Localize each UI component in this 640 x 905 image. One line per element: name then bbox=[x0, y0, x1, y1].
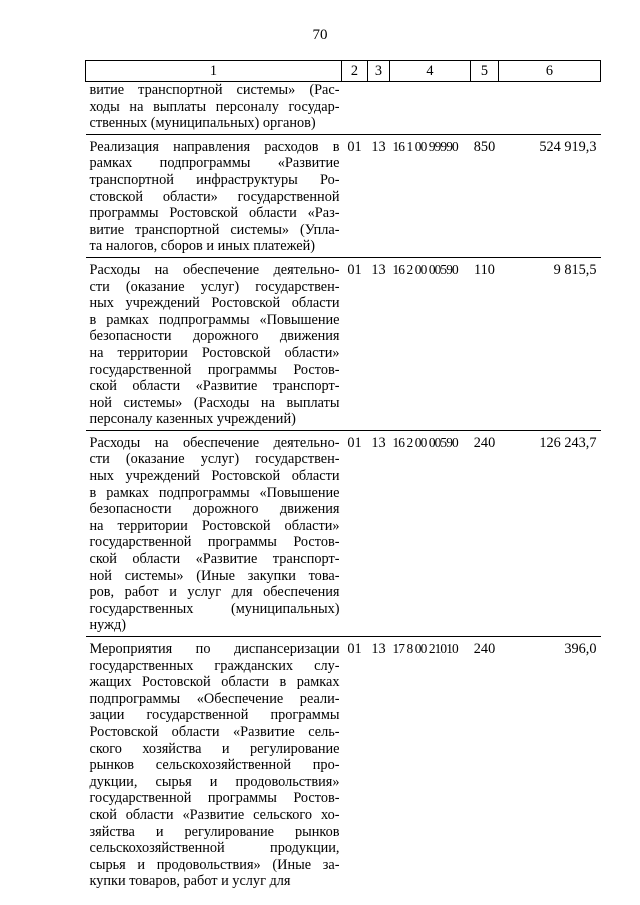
section-code: 01 bbox=[342, 134, 368, 257]
description-line: безопасности дорожного движения bbox=[89, 328, 340, 345]
page-number: 70 bbox=[312, 27, 328, 43]
row-description bbox=[86, 430, 342, 636]
description-line: сельскохозяйственной продукции, bbox=[89, 840, 340, 857]
description-line: Мероприятия по диспансеризации bbox=[89, 641, 340, 657]
description-line: ной системы» (Расходы на выплаты bbox=[89, 394, 340, 411]
description-line: та налогов, сборов и иных платежей) bbox=[89, 238, 316, 255]
column-header-4: 4 bbox=[390, 61, 471, 82]
budget-table bbox=[85, 60, 601, 892]
description-line: ственных (муниципальных) органов) bbox=[89, 115, 316, 132]
amount: 126 243,7 bbox=[499, 430, 601, 636]
description-line: ров, работ и услуг для обеспечения bbox=[89, 584, 340, 601]
row-description bbox=[86, 134, 342, 257]
description-line: ных учреждений Ростовской области bbox=[89, 468, 340, 485]
target-article-code: 16 2 00 00590 bbox=[390, 257, 471, 430]
target-article-code: 16 2 00 00590 bbox=[390, 430, 471, 636]
description-line: ской области «Развитие транспорт- bbox=[89, 378, 340, 395]
table-row bbox=[86, 134, 601, 257]
description-line: рынков сельскохозяйственной про- bbox=[89, 757, 340, 774]
description-line: транспортной инфраструктуры Ро- bbox=[89, 171, 340, 188]
description-line: витие транспортной системы» (Рас- bbox=[89, 82, 340, 98]
target-article-code: 17 8 00 21010 bbox=[390, 637, 471, 892]
table-row bbox=[86, 82, 601, 135]
section-code: 01 bbox=[342, 257, 368, 430]
subsection-code: 13 bbox=[368, 430, 390, 636]
description-line: на территории Ростовской области» bbox=[89, 517, 340, 534]
target-article-code: 16 1 00 99990 bbox=[390, 134, 471, 257]
row-description bbox=[86, 82, 342, 135]
row-description bbox=[86, 257, 342, 430]
description-line: Расходы на обеспечение деятельно- bbox=[89, 434, 340, 451]
description-line: ской области «Развитие сельского хо- bbox=[89, 806, 340, 823]
description-line: ных учреждений Ростовской области bbox=[89, 295, 340, 312]
table-header bbox=[86, 61, 601, 82]
column-header-2: 2 bbox=[342, 61, 368, 82]
section-code bbox=[342, 82, 368, 135]
description-line: сырья и продовольствия» (Иные за- bbox=[89, 856, 340, 873]
description-line: государственных гражданских слу- bbox=[89, 657, 340, 674]
subsection-code: 13 bbox=[368, 257, 390, 430]
table-body bbox=[86, 82, 601, 892]
expense-type-code: 240 bbox=[471, 637, 499, 892]
description-line: дукции, сырья и продовольствия» bbox=[89, 773, 340, 790]
subsection-code bbox=[368, 82, 390, 135]
expense-type-code: 850 bbox=[471, 134, 499, 257]
description-line: программы Ростовской области «Раз- bbox=[89, 205, 340, 222]
table-row bbox=[86, 430, 601, 636]
section-code: 01 bbox=[342, 637, 368, 892]
description-line: зяйства и регулирование рынков bbox=[89, 823, 340, 840]
description-line: ной системы» (Иные закупки това- bbox=[89, 567, 340, 584]
table-row bbox=[86, 637, 601, 892]
subsection-code: 13 bbox=[368, 134, 390, 257]
amount: 9 815,5 bbox=[499, 257, 601, 430]
amount: 396,0 bbox=[499, 637, 601, 892]
description-line: рамках подпрограммы «Развитие bbox=[89, 155, 340, 172]
description-line: Расходы на обеспечение деятельно- bbox=[89, 261, 340, 278]
description-line: подпрограммы «Обеспечение реали- bbox=[89, 690, 340, 707]
expense-type-code bbox=[471, 82, 499, 135]
table-row bbox=[86, 257, 601, 430]
amount bbox=[499, 82, 601, 135]
description-line: Реализация направления расходов в bbox=[89, 138, 340, 155]
description-line: государственных (муниципальных) bbox=[89, 600, 340, 617]
description-line: государственной программы Ростов- bbox=[89, 361, 340, 378]
expense-type-code: 240 bbox=[471, 430, 499, 636]
description-line: в рамках подпрограммы «Повышение bbox=[89, 311, 340, 328]
description-line: стовской области» государственной bbox=[89, 188, 340, 205]
column-header-5: 5 bbox=[471, 61, 499, 82]
row-description bbox=[86, 637, 342, 892]
amount: 524 919,3 bbox=[499, 134, 601, 257]
description-line: витие транспортной системы» (Упла- bbox=[89, 221, 340, 238]
description-line: в рамках подпрограммы «Повышение bbox=[89, 484, 340, 501]
description-line: ходы на выплаты персоналу государ- bbox=[89, 98, 340, 115]
description-line: ского хозяйства и регулирование bbox=[89, 740, 340, 757]
description-line: персоналу казенных учреждений) bbox=[89, 411, 296, 428]
description-line: государственной программы Ростов- bbox=[89, 790, 340, 807]
description-line: зации государственной программы bbox=[89, 707, 340, 724]
description-line: жащих Ростовской области в рамках bbox=[89, 674, 340, 691]
description-line: купки товаров, работ и услуг для bbox=[89, 873, 291, 890]
description-line: нужд) bbox=[89, 617, 127, 634]
column-header-6: 6 bbox=[499, 61, 601, 82]
description-line: безопасности дорожного движения bbox=[89, 501, 340, 518]
target-article-code bbox=[390, 82, 471, 135]
description-line: сти (оказание услуг) государствен- bbox=[89, 451, 340, 468]
description-line: сти (оказание услуг) государствен- bbox=[89, 278, 340, 295]
subsection-code: 13 bbox=[368, 637, 390, 892]
column-header-1: 1 bbox=[86, 61, 342, 82]
description-line: на территории Ростовской области» bbox=[89, 344, 340, 361]
description-line: Ростовской области «Развитие сель- bbox=[89, 723, 340, 740]
description-line: государственной программы Ростов- bbox=[89, 534, 340, 551]
expense-type-code: 110 bbox=[471, 257, 499, 430]
description-line: ской области «Развитие транспорт- bbox=[89, 551, 340, 568]
section-code: 01 bbox=[342, 430, 368, 636]
column-header-3: 3 bbox=[368, 61, 390, 82]
